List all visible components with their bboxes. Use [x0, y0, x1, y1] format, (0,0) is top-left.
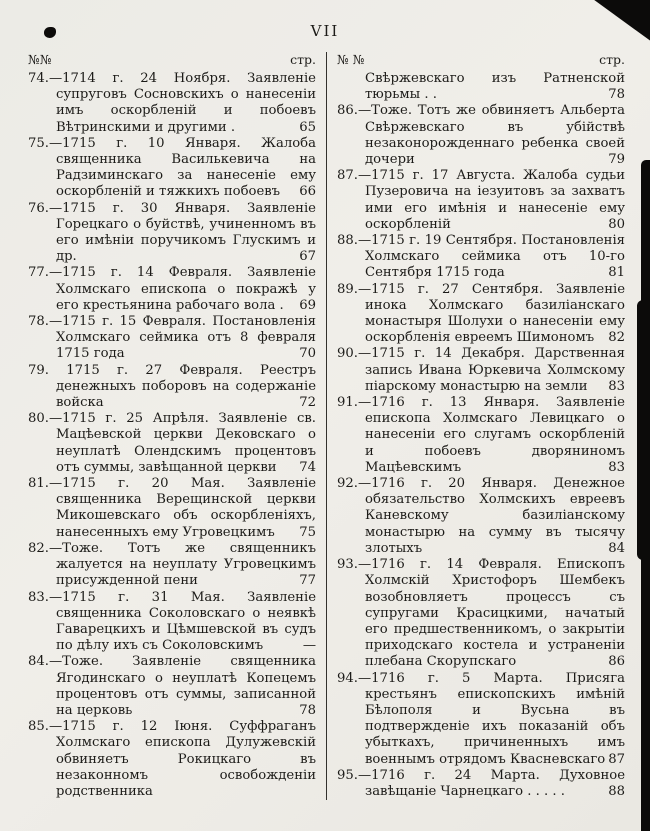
column-header-entry-no: №№ — [28, 52, 52, 67]
toc-entry — [28, 71, 316, 136]
toc-entry — [337, 346, 625, 395]
entry-text: —1715 г. 15 Февраля. Постановленія Холмскаго сеймика отъ 8 февраля 1715 года — [48, 314, 316, 362]
entry-number: 78. — [28, 314, 49, 330]
entry-number: 90. — [337, 346, 358, 362]
column-divider-rule — [326, 52, 327, 800]
entry-page-number: 65 — [299, 119, 316, 135]
entry-text: —1716 г. 5 Марта. Присяга крестьянъ епископскихъ имѣній Бѣлополя и Вусьна въ подтвержденіе ихъ показаній объ убыткахъ, причиненныхъ имъ военнымъ отрядомъ Квасневскаго — [357, 670, 625, 767]
column-header-page: стр. — [290, 52, 316, 67]
entry-page-number: 87 — [608, 751, 625, 767]
toc-entry — [337, 282, 625, 347]
entry-number: 91. — [337, 395, 358, 411]
entry-text: —1715 г. 14 Декабря. Дарственная запись Ивана Юркевича Холмскому піарскому монастырю на земли — [357, 346, 625, 394]
toc-entry — [337, 103, 625, 168]
entry-page-number: 78 — [299, 702, 316, 718]
entry-number: 82. — [28, 540, 49, 556]
entry-text: —1716 г. 13 Января. Заявленіе епископа Холмскаго Левицкаго о нанесеніи его слугамъ оскорбленій и побоевъ дворяниномъ Мацѣевскимъ — [357, 395, 625, 475]
entry-page-number: — — [302, 638, 316, 654]
entry-number: 75. — [28, 135, 49, 151]
entry-page-number: 70 — [299, 346, 316, 362]
entry-page-number: 83 — [608, 459, 625, 475]
toc-entry — [28, 541, 316, 590]
toc-entry — [337, 395, 625, 476]
entry-text: —Тоже. Тотъ же обвиняетъ Альберта Свѣржевскаго въ убійствѣ незаконорожденнаго ребенка своей дочери — [357, 103, 625, 168]
toc-entry — [337, 476, 625, 557]
entry-number: 83. — [28, 589, 49, 605]
entry-text: —1715 г. 19 Сентября. Постановленія Холмскаго сеймика отъ 10-го Сентября 1715 года — [357, 233, 625, 281]
entry-number: 77. — [28, 265, 49, 281]
toc-entry — [28, 265, 316, 314]
toc-columns — [28, 52, 626, 800]
toc-entry — [28, 590, 316, 655]
entry-text: —1714 г. 24 Ноября. Заявленіе супруговъ Сосновскихъ о нанесеніи имъ оскорбленій и побоевъ Вѣтринскими и другими . — [48, 71, 316, 135]
entry-number: 93. — [337, 557, 358, 573]
entry-page-number: 84 — [608, 540, 625, 556]
entry-text: —1715 г. 31 Мая. Заявленіе священника Соколовскаго о неявкѣ Гаварецкихъ и Цѣмшевской въ судъ по дѣлу ихъ съ Соколовскимъ — [48, 589, 316, 654]
entry-page-number: 86 — [608, 654, 625, 670]
left-column-entries — [28, 71, 316, 800]
toc-entry — [28, 719, 316, 800]
toc-entry — [337, 768, 625, 800]
entry-text: —1715 г. 14 Февраля. Заявленіе Холмскаго епископа о покражѣ у его крестьянина рабочаго вола . — [48, 265, 316, 313]
entry-page-number: 88 — [608, 783, 625, 799]
entry-page-number: 82 — [608, 330, 625, 346]
toc-entry — [337, 557, 625, 670]
entry-number: 80. — [28, 411, 49, 427]
column-header-entry-no: № № — [337, 52, 365, 67]
toc-entry — [337, 671, 625, 768]
toc-entry — [337, 233, 625, 282]
entry-number: 76. — [28, 200, 49, 216]
entry-number: 85. — [28, 719, 49, 735]
entry-text: —1716 г. 14 Февраля. Епископъ Холмскій Христофоръ Шембекъ возобновляетъ процессъ съ супругами Красицкими, начатый его предшественникомъ, о закрытіи приходскаго костела и устраненіи плебана Скорупскаго — [357, 557, 625, 670]
folio-page-number: VII — [310, 22, 340, 40]
entry-number: 86. — [337, 103, 358, 119]
entry-text: —1715 г. 27 Сентября. Заявленіе инока Холмскаго базиліанскаго монастыря Шолухи о нанесеніи ему оскорбленія евреемъ Шимономъ — [357, 281, 625, 346]
entry-text: —1715 г. 10 Января. Жалоба священника Василькевича на Радзиминскаго за нанесеніе ему оскорбленій и тяжкихъ побоевъ — [48, 135, 316, 200]
entry-number: 84. — [28, 654, 49, 670]
entry-text: —1715 г. 30 Января. Заявленіе Горецкаго о буйствѣ, учиненномъ въ его имѣніи поручикомъ Глускимъ и др. — [48, 200, 316, 265]
entry-number: 94. — [337, 670, 358, 686]
entry-number: 87. — [337, 168, 358, 184]
entry-page-number: 75 — [299, 524, 316, 540]
entry-text: —1715 г. 17 Августа. Жалоба судьи Пузеровича на іезуитовъ за захватъ ими его имѣнія и нанесеніе ему оскорбленій — [357, 168, 625, 232]
entry-page-number: 79 — [608, 152, 625, 168]
entry-text: —1716 г. 20 Января. Денежное обязательство Холмскихъ евреевъ Каневскому базиліанскому монастырю на сумму въ тысячу злотыхъ — [357, 476, 625, 556]
right-column — [337, 52, 625, 800]
toc-entry — [28, 314, 316, 363]
entry-page-number: 80 — [608, 216, 625, 232]
entry-text: —Тоже. Заявленіе священника Ягодинскаго о неуплатѣ Копецемъ процентовъ отъ суммы, записанной на церковь — [48, 654, 316, 718]
entry-page-number: 72 — [299, 395, 316, 411]
entry-page-number: 66 — [299, 184, 316, 200]
entry-text: 1715 г. 27 Февраля. Реестръ денежныхъ поборовъ на содержаніе войска — [48, 362, 316, 411]
toc-entry — [28, 476, 316, 541]
entry-number: 74. — [28, 71, 49, 86]
toc-entry — [28, 136, 316, 201]
entry-text: —1715 г. 20 Мая. Заявленіе священника Верещинской церкви Микошевскаго объ оскорбленіяхъ, нанесенныхъ ему Угровецкимъ — [48, 476, 316, 540]
entry-page-number: 78 — [608, 87, 625, 103]
entry-number: 88. — [337, 233, 358, 249]
toc-entry — [28, 654, 316, 719]
toc-entry — [337, 168, 625, 233]
right-column-header — [337, 52, 625, 67]
right-column-entries — [337, 71, 625, 800]
left-column-header — [28, 52, 316, 67]
entry-page-number: 81 — [608, 265, 625, 281]
entry-text: —1715 г. 12 Іюня. Суффраганъ Холмскаго епископа Дулужевскій обвиняетъ Рокицкаго въ незаконномъ освобожденіи родственника — [48, 719, 316, 799]
entry-number: 81. — [28, 476, 49, 492]
toc-entry — [28, 363, 316, 412]
entry-page-number: 83 — [608, 378, 625, 394]
entry-number: 79. — [28, 362, 49, 378]
column-header-page: стр. — [599, 52, 625, 67]
entry-page-number: 69 — [299, 297, 316, 313]
entry-text: —Тоже. Тотъ же священникъ жалуется на неуплату Угровецкимъ присужденной пени — [48, 540, 316, 589]
entry-text: —1715 г. 25 Апрѣля. Заявленіе св. Мацѣевской церкви Дековскаго о неуплатѣ Олендскимъ процентовъ отъ суммы, завѣщанной церкви — [48, 411, 316, 475]
scan-artifact-right-edge-wide — [637, 300, 650, 560]
entry-number: 92. — [337, 476, 358, 492]
toc-entry — [28, 411, 316, 476]
entry-number: 95. — [337, 767, 358, 783]
entry-number: 89. — [337, 281, 358, 297]
entry-text: Свѣржевскаго изъ Ратненской тюрьмы . . — [365, 71, 625, 103]
entry-page-number: 77 — [299, 573, 316, 589]
toc-entry — [337, 71, 625, 103]
toc-entry — [28, 201, 316, 266]
entry-page-number: 74 — [299, 459, 316, 475]
entry-text: —1716 г. 24 Марта. Духовное завѣщаніе Чарнецкаго . . . . . — [357, 767, 625, 799]
left-column — [28, 52, 316, 800]
entry-page-number: 67 — [299, 249, 316, 265]
